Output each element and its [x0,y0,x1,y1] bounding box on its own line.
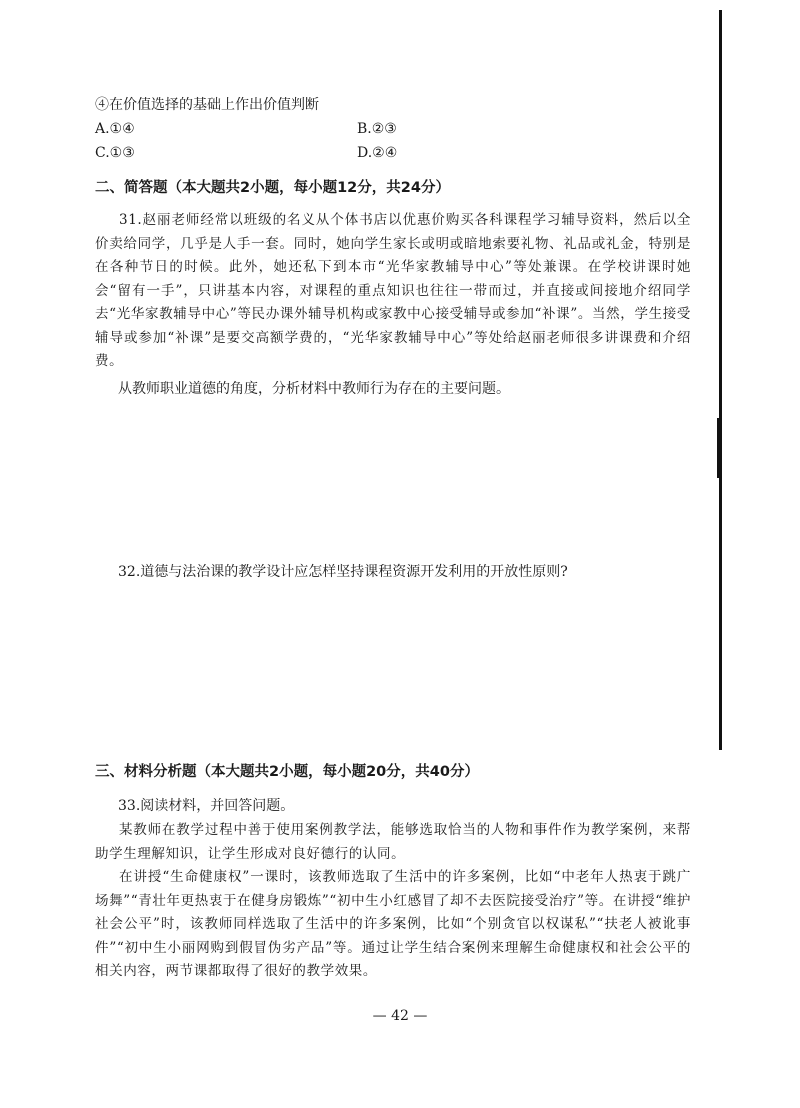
section-3-heading: 三、材料分析题（本大题共2小题，每小题20分，共40分） [95,764,479,780]
option-d: D.②④ [357,145,398,161]
option-b: B.②③ [357,121,397,137]
option-statement-4: ④在价值选择的基础上作出价值判断 [95,97,319,113]
question-32-prompt: 32.道德与法治课的教学设计应怎样坚持课程资源开发利用的开放性原则? [118,564,568,580]
page-number: — 42 — [372,1008,428,1024]
option-c: C.①③ [95,145,135,161]
binding-edge-mark [717,418,722,478]
question-31-material: 31.赵丽老师经常以班级的名义从个体书店以优惠价购买各科课程学习辅导资料，然后以全价卖给同学，几乎是人手一套。同时，她向学生家长或明或暗地索要礼物、礼品或礼金，特别是在各种节日的时候。此外，她还私下到本市“光华家教辅导中心”等处兼课。在学校讲课时她会“留有一手”，只讲基本内容，对课程的重点知识也往往一带而过，并直接或间接地介绍同学去“光华家教辅导中心”等民办课外辅导机构或家教中心接受辅导或参加“补课”。当然，学生接受辅导或参加“补课”是要交高额学费的，“光华家教辅导中心”等处给赵丽老师很多讲课费和介绍费。 [95,212,691,369]
section-2-heading: 二、简答题（本大题共2小题，每小题12分，共24分） [95,180,450,196]
option-a: A.①④ [95,121,135,137]
question-33-paragraph-2: 在讲授“生命健康权”一课时，该教师选取了生活中的许多案例，比如“中老年人热衷于跳广场舞”“青壮年更热衷于在健身房锻炼”“初中生小红感冒了却不去医院接受治疗”等。在讲授“维护社会公平”时，该教师同样选取了生活中的许多案例，比如“个别贪官以权谋私”“扶老人被讹事件”“初中生小丽网购到假冒伪劣产品”等。通过让学生结合案例来理解生命健康权和社会公平的相关内容，两节课都取得了很好的教学效果。 [95,869,691,979]
question-31-prompt: 从教师职业道德的角度，分析材料中教师行为存在的主要问题。 [118,381,510,397]
question-33-prompt: 33.阅读材料，并回答问题。 [118,798,295,814]
question-33-paragraph-1: 某教师在教学过程中善于使用案例教学法，能够选取恰当的人物和事件作为教学案例，来帮助学生理解知识，让学生形成对良好德行的认同。 [95,822,691,862]
binding-edge-line [719,10,722,750]
